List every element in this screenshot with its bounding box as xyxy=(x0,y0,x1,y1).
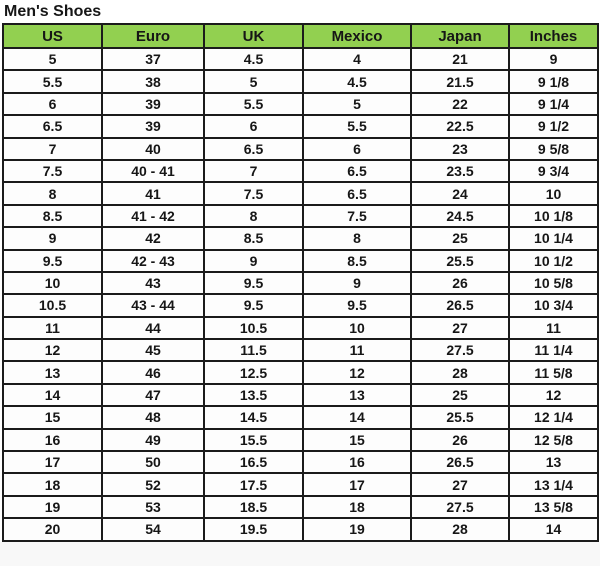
column-header-japan: Japan xyxy=(411,24,509,48)
table-cell-inches: 10 5/8 xyxy=(509,272,598,294)
table-cell-us: 18 xyxy=(3,473,102,495)
table-cell-inches: 10 xyxy=(509,182,598,204)
table-cell-uk: 9.5 xyxy=(204,272,303,294)
table-cell-japan: 25.5 xyxy=(411,250,509,272)
table-cell-us: 9.5 xyxy=(3,250,102,272)
table-cell-us: 13 xyxy=(3,361,102,383)
table-cell-uk: 17.5 xyxy=(204,473,303,495)
table-row xyxy=(3,93,598,115)
table-cell-us: 19 xyxy=(3,496,102,518)
table-cell-japan: 25 xyxy=(411,227,509,249)
table-cell-uk: 5 xyxy=(204,70,303,92)
table-cell-us: 9 xyxy=(3,227,102,249)
table-cell-inches: 9 3/4 xyxy=(509,160,598,182)
table-cell-euro: 53 xyxy=(102,496,204,518)
table-cell-uk: 18.5 xyxy=(204,496,303,518)
table-cell-euro: 48 xyxy=(102,406,204,428)
table-cell-mexico: 13 xyxy=(303,384,411,406)
table-row xyxy=(3,384,598,406)
table-cell-inches: 9 1/2 xyxy=(509,115,598,137)
table-cell-uk: 13.5 xyxy=(204,384,303,406)
table-cell-euro: 43 xyxy=(102,272,204,294)
table-cell-euro: 41 xyxy=(102,182,204,204)
table-cell-inches: 9 5/8 xyxy=(509,138,598,160)
column-header-us: US xyxy=(3,24,102,48)
table-row xyxy=(3,473,598,495)
table-cell-inches: 9 1/8 xyxy=(509,70,598,92)
table-cell-us: 12 xyxy=(3,339,102,361)
table-cell-japan: 24 xyxy=(411,182,509,204)
table-cell-inches: 9 xyxy=(509,48,598,70)
table-cell-mexico: 14 xyxy=(303,406,411,428)
table-cell-japan: 21 xyxy=(411,48,509,70)
table-cell-us: 8 xyxy=(3,182,102,204)
table-cell-mexico: 6.5 xyxy=(303,182,411,204)
table-row xyxy=(3,406,598,428)
page-title: Men's Shoes xyxy=(4,3,102,20)
table-cell-us: 5 xyxy=(3,48,102,70)
table-cell-mexico: 15 xyxy=(303,429,411,451)
table-cell-euro: 46 xyxy=(102,361,204,383)
table-row xyxy=(3,429,598,451)
table-cell-mexico: 6.5 xyxy=(303,160,411,182)
table-cell-uk: 9.5 xyxy=(204,294,303,316)
table-cell-us: 6.5 xyxy=(3,115,102,137)
table-cell-inches: 9 1/4 xyxy=(509,93,598,115)
size-table-body xyxy=(3,48,598,541)
table-cell-japan: 26 xyxy=(411,272,509,294)
table-cell-japan: 27.5 xyxy=(411,496,509,518)
table-cell-uk: 14.5 xyxy=(204,406,303,428)
table-cell-uk: 10.5 xyxy=(204,317,303,339)
table-cell-uk: 7.5 xyxy=(204,182,303,204)
table-cell-uk: 12.5 xyxy=(204,361,303,383)
table-cell-uk: 9 xyxy=(204,250,303,272)
table-cell-inches: 10 1/2 xyxy=(509,250,598,272)
table-cell-inches: 11 5/8 xyxy=(509,361,598,383)
table-cell-japan: 26.5 xyxy=(411,294,509,316)
table-row xyxy=(3,451,598,473)
table-cell-mexico: 9 xyxy=(303,272,411,294)
table-cell-uk: 4.5 xyxy=(204,48,303,70)
column-header-inches: Inches xyxy=(509,24,598,48)
table-row xyxy=(3,182,598,204)
table-cell-euro: 39 xyxy=(102,115,204,137)
table-cell-us: 17 xyxy=(3,451,102,473)
column-header-uk: UK xyxy=(204,24,303,48)
table-cell-japan: 23.5 xyxy=(411,160,509,182)
table-cell-us: 8.5 xyxy=(3,205,102,227)
table-row xyxy=(3,250,598,272)
table-cell-mexico: 8.5 xyxy=(303,250,411,272)
column-header-euro: Euro xyxy=(102,24,204,48)
table-cell-uk: 16.5 xyxy=(204,451,303,473)
table-cell-inches: 11 xyxy=(509,317,598,339)
table-cell-japan: 26.5 xyxy=(411,451,509,473)
table-cell-us: 11 xyxy=(3,317,102,339)
table-row xyxy=(3,518,598,540)
table-cell-euro: 40 xyxy=(102,138,204,160)
table-cell-euro: 42 xyxy=(102,227,204,249)
table-cell-mexico: 4.5 xyxy=(303,70,411,92)
table-row xyxy=(3,294,598,316)
table-cell-japan: 27 xyxy=(411,473,509,495)
table-cell-mexico: 4 xyxy=(303,48,411,70)
table-cell-euro: 40 - 41 xyxy=(102,160,204,182)
table-cell-mexico: 8 xyxy=(303,227,411,249)
table-cell-euro: 52 xyxy=(102,473,204,495)
table-cell-euro: 49 xyxy=(102,429,204,451)
table-cell-inches: 13 xyxy=(509,451,598,473)
table-cell-uk: 19.5 xyxy=(204,518,303,540)
table-cell-uk: 8.5 xyxy=(204,227,303,249)
table-row xyxy=(3,272,598,294)
table-cell-euro: 37 xyxy=(102,48,204,70)
table-cell-us: 10.5 xyxy=(3,294,102,316)
table-cell-japan: 24.5 xyxy=(411,205,509,227)
table-cell-uk: 15.5 xyxy=(204,429,303,451)
table-cell-mexico: 18 xyxy=(303,496,411,518)
table-cell-euro: 50 xyxy=(102,451,204,473)
table-cell-euro: 39 xyxy=(102,93,204,115)
table-row xyxy=(3,361,598,383)
table-cell-japan: 28 xyxy=(411,518,509,540)
table-cell-inches: 13 5/8 xyxy=(509,496,598,518)
table-cell-us: 7 xyxy=(3,138,102,160)
table-cell-japan: 22 xyxy=(411,93,509,115)
table-row xyxy=(3,317,598,339)
table-cell-euro: 44 xyxy=(102,317,204,339)
table-cell-mexico: 10 xyxy=(303,317,411,339)
table-cell-japan: 28 xyxy=(411,361,509,383)
table-cell-japan: 22.5 xyxy=(411,115,509,137)
table-row xyxy=(3,205,598,227)
table-cell-inches: 12 xyxy=(509,384,598,406)
table-row xyxy=(3,339,598,361)
table-cell-inches: 11 1/4 xyxy=(509,339,598,361)
table-cell-us: 6 xyxy=(3,93,102,115)
table-cell-euro: 38 xyxy=(102,70,204,92)
table-cell-japan: 26 xyxy=(411,429,509,451)
table-cell-mexico: 19 xyxy=(303,518,411,540)
table-cell-inches: 12 5/8 xyxy=(509,429,598,451)
size-conversion-table xyxy=(2,23,599,542)
table-cell-us: 10 xyxy=(3,272,102,294)
table-cell-us: 7.5 xyxy=(3,160,102,182)
table-cell-inches: 10 1/8 xyxy=(509,205,598,227)
column-header-mexico: Mexico xyxy=(303,24,411,48)
table-cell-inches: 13 1/4 xyxy=(509,473,598,495)
table-row xyxy=(3,227,598,249)
table-cell-euro: 54 xyxy=(102,518,204,540)
table-cell-uk: 5.5 xyxy=(204,93,303,115)
table-cell-uk: 6.5 xyxy=(204,138,303,160)
table-cell-mexico: 17 xyxy=(303,473,411,495)
table-header-row xyxy=(3,24,598,48)
table-cell-inches: 12 1/4 xyxy=(509,406,598,428)
table-cell-mexico: 12 xyxy=(303,361,411,383)
table-row xyxy=(3,160,598,182)
table-cell-inches: 14 xyxy=(509,518,598,540)
title-bar xyxy=(0,0,600,23)
page-background xyxy=(0,542,600,566)
table-row xyxy=(3,70,598,92)
table-cell-mexico: 11 xyxy=(303,339,411,361)
table-cell-us: 5.5 xyxy=(3,70,102,92)
table-cell-mexico: 7.5 xyxy=(303,205,411,227)
table-cell-japan: 27 xyxy=(411,317,509,339)
table-cell-us: 20 xyxy=(3,518,102,540)
table-cell-japan: 25.5 xyxy=(411,406,509,428)
table-cell-euro: 42 - 43 xyxy=(102,250,204,272)
table-cell-mexico: 9.5 xyxy=(303,294,411,316)
table-cell-japan: 23 xyxy=(411,138,509,160)
table-cell-euro: 45 xyxy=(102,339,204,361)
table-cell-us: 15 xyxy=(3,406,102,428)
table-row xyxy=(3,496,598,518)
table-cell-inches: 10 3/4 xyxy=(509,294,598,316)
table-row xyxy=(3,138,598,160)
table-cell-mexico: 5.5 xyxy=(303,115,411,137)
table-cell-us: 16 xyxy=(3,429,102,451)
table-row xyxy=(3,48,598,70)
table-cell-uk: 11.5 xyxy=(204,339,303,361)
table-cell-inches: 10 1/4 xyxy=(509,227,598,249)
table-cell-mexico: 5 xyxy=(303,93,411,115)
table-cell-uk: 7 xyxy=(204,160,303,182)
table-cell-mexico: 16 xyxy=(303,451,411,473)
table-cell-euro: 43 - 44 xyxy=(102,294,204,316)
table-cell-japan: 27.5 xyxy=(411,339,509,361)
table-cell-japan: 25 xyxy=(411,384,509,406)
table-cell-japan: 21.5 xyxy=(411,70,509,92)
table-cell-us: 14 xyxy=(3,384,102,406)
table-cell-euro: 41 - 42 xyxy=(102,205,204,227)
table-cell-mexico: 6 xyxy=(303,138,411,160)
table-cell-euro: 47 xyxy=(102,384,204,406)
table-cell-uk: 8 xyxy=(204,205,303,227)
table-cell-uk: 6 xyxy=(204,115,303,137)
table-row xyxy=(3,115,598,137)
